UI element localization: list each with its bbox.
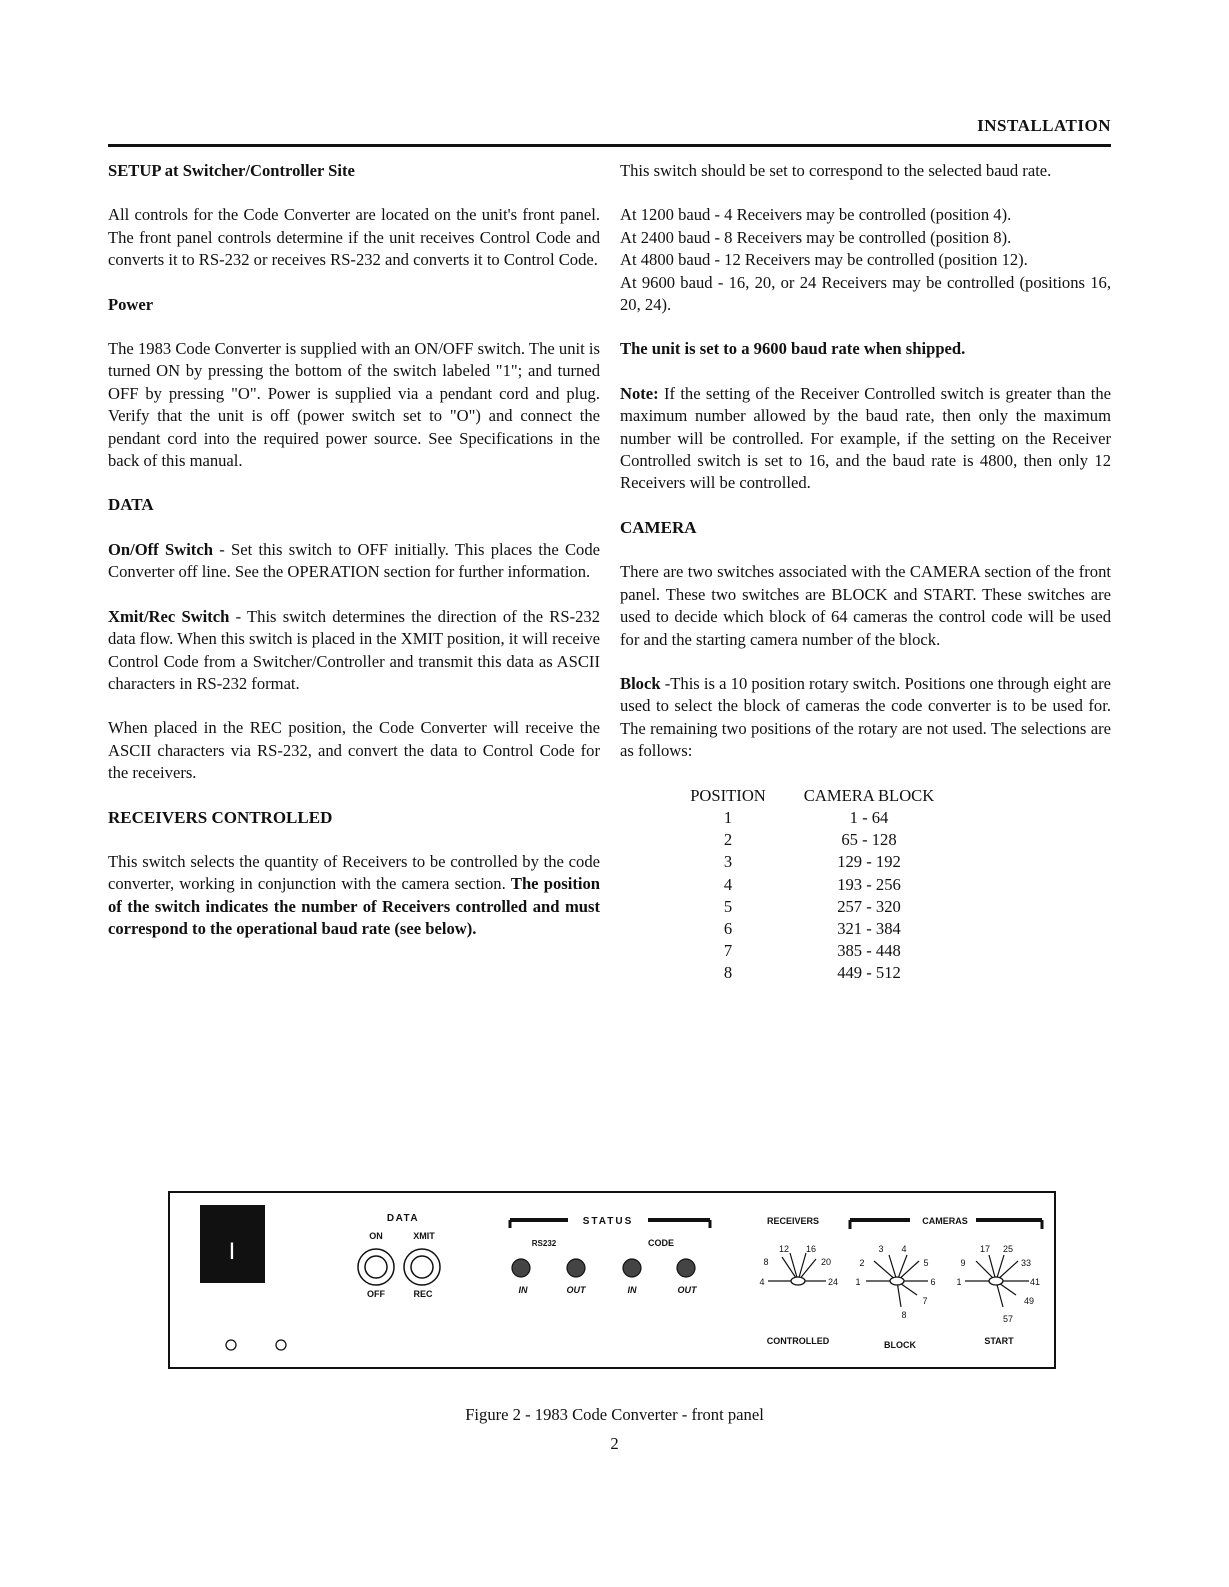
table-cell: 257 - 320: [837, 896, 901, 916]
out-label: OUT: [566, 1285, 586, 1295]
data-heading: DATA: [108, 495, 154, 515]
dial-number: 1: [855, 1277, 861, 1287]
start-dial[interactable]: [965, 1255, 1032, 1307]
table-row: [682, 874, 964, 896]
table-row: [682, 896, 964, 918]
camera-block-table: [682, 785, 964, 985]
table-cell: 321 - 384: [837, 918, 901, 938]
baud-line: At 2400 baud - 8 Receivers may be controlled (position 8).: [620, 227, 1012, 247]
off-label: OFF: [367, 1289, 385, 1299]
table-row: [682, 807, 964, 829]
dial-number: 4: [759, 1277, 765, 1287]
xmit-paragraph: [108, 606, 600, 696]
table-row: [682, 962, 964, 984]
table-cell: 65 - 128: [841, 830, 897, 850]
xmit-label: Xmit/Rec Switch: [108, 606, 230, 626]
dial-number: 20: [820, 1257, 832, 1267]
controlled-label: CONTROLLED: [766, 1336, 830, 1346]
rec-paragraph: When placed in the REC position, the Code Converter will receive the ASCII characters via RS-232, and convert the data to Control Code for the receivers.: [108, 718, 600, 783]
camera-heading: CAMERA: [620, 517, 697, 537]
dial-number: 2: [859, 1258, 865, 1268]
table-cell: 4: [723, 874, 733, 894]
table-cell: 2: [723, 830, 733, 850]
baud-list: [620, 204, 1111, 316]
out-label: OUT: [677, 1285, 697, 1295]
onoff-label: On/Off Switch: [108, 539, 213, 559]
block-paragraph: [620, 673, 1111, 763]
receivers-heading: RECEIVERS CONTROLLED: [108, 807, 333, 827]
dial-number: 33: [1020, 1258, 1032, 1268]
camera-paragraph: There are two switches associated with the CAMERA section of the front panel. These two switches are BLOCK and START. These switches are used to decide which block of 64 cameras the control code will be used for and the starting camera number of the block.: [620, 562, 1111, 649]
power-paragraph: The 1983 Code Converter is supplied with an ON/OFF switch. The unit is turned ON by pressing the bottom of the switch labeled "1"; and turned OFF by pressing "O". Power is supplied via a pendant cord and plug. Verify that the unit is off (power switch set to "O") and connect the pendant cord into the required power source. See Specifications in the back of this manual.: [108, 339, 600, 471]
dial-number: 25: [1002, 1244, 1014, 1254]
table-cell: 1: [723, 807, 733, 827]
shipped-note: [620, 338, 1111, 360]
dial-number: 12: [778, 1244, 790, 1254]
table-cell: 7: [723, 941, 733, 961]
page-number: 2: [610, 1434, 619, 1453]
receivers-text: This switch selects the quantity of Receivers to be controlled by the code converter, working in conjunction with the camera section.: [108, 851, 600, 894]
dial-number: 9: [960, 1258, 966, 1268]
left-column: [108, 160, 600, 963]
indicator-lamp: [226, 1340, 236, 1350]
note-text: If the setting of the Receiver Controlled switch is greater than the maximum number allowed by the baud rate, then only the maximum number will be controlled. For example, if the setting on the Receiver Controlled switch is set to 16, and the baud rate is 4800, then only 12 Receivers will be controlled.: [620, 383, 1111, 493]
onoff-text: - Set this switch to OFF initially. This places the Code Converter off line. See the OPERATION section for further information.: [108, 539, 601, 582]
right-column: [620, 160, 1111, 985]
receivers-label: RECEIVERS: [766, 1216, 820, 1226]
header-rule: [108, 144, 1111, 147]
indicator-lamp: [276, 1340, 286, 1350]
onoff-switch[interactable]: [358, 1249, 394, 1285]
table-cell: 1 - 64: [849, 807, 889, 827]
dial-number: 17: [979, 1244, 991, 1254]
block-text: -This is a 10 position rotary switch. Positions one through eight are used to select the block of cameras the code converter is to be used for. The remaining two positions of the rotary are not used. The selections are as follows:: [620, 673, 1111, 761]
note-paragraph: [620, 383, 1111, 495]
in-label: IN: [518, 1285, 528, 1295]
dial-number: 41: [1029, 1277, 1041, 1287]
start-label: START: [984, 1336, 1014, 1346]
dial-number: 7: [922, 1296, 928, 1306]
block-label: Block: [620, 673, 661, 693]
shipped-note-text: The unit is set to a 9600 baud rate when shipped.: [620, 339, 966, 359]
power-heading: Power: [108, 294, 154, 314]
table-cell: 8: [723, 963, 733, 983]
table-header: CAMERA BLOCK: [803, 785, 935, 805]
table-row: [682, 940, 964, 962]
setup-paragraph: All controls for the Code Converter are located on the unit's front panel. The front panel controls determine if the unit receives Control Code and converts it to RS-232 or receives RS-232 and converts it to Control Code.: [108, 205, 600, 270]
rs232-in-led: [512, 1259, 530, 1277]
cameras-label: CAMERAS: [922, 1216, 968, 1226]
receivers-controlled-dial[interactable]: [768, 1253, 826, 1285]
dial-number: 57: [1002, 1314, 1014, 1324]
dial-number: 16: [805, 1244, 817, 1254]
xmit-label: XMIT: [413, 1231, 435, 1241]
table-header-row: [682, 785, 964, 807]
table-cell: 3: [723, 852, 733, 872]
note-label: Note:: [620, 383, 659, 403]
dial-number: 3: [878, 1244, 884, 1254]
table-row: [682, 851, 964, 873]
table-cell: 6: [723, 918, 733, 938]
table-cell: 129 - 192: [837, 852, 901, 872]
xmit-rec-switch[interactable]: [404, 1249, 440, 1285]
receivers-bold-text: The position of the switch indicates the number of Receivers controlled and must correspond to the operational baud rate (see below).: [108, 874, 600, 939]
setup-heading: SETUP at Switcher/Controller Site: [108, 161, 355, 180]
dial-number: 1: [956, 1277, 962, 1287]
block-label: BLOCK: [884, 1340, 916, 1350]
figure-caption: Figure 2 - 1983 Code Converter - front panel: [465, 1405, 764, 1424]
code-in-led: [623, 1259, 641, 1277]
status-label: STATUS: [582, 1216, 634, 1227]
baud-line: At 1200 baud - 4 Receivers may be controlled (position 4).: [620, 205, 1012, 225]
dial-number: 8: [901, 1310, 907, 1320]
table-row: [682, 918, 964, 940]
front-panel-diagram: [168, 1191, 1056, 1369]
dial-number: 5: [923, 1258, 929, 1268]
baud-line: At 4800 baud - 12 Receivers may be controlled (position 12).: [620, 250, 1028, 270]
code-out-led: [677, 1259, 695, 1277]
dial-number: 24: [827, 1277, 839, 1287]
table-cell: 193 - 256: [837, 874, 901, 894]
onoff-paragraph: [108, 539, 600, 584]
dial-number: 8: [763, 1257, 769, 1267]
receivers-paragraph: [108, 851, 600, 941]
power-switch-mark: I: [228, 1238, 236, 1265]
table-header: POSITION: [690, 785, 766, 805]
rs232-out-led: [567, 1259, 585, 1277]
dial-number: 49: [1023, 1296, 1035, 1306]
block-dial[interactable]: [866, 1255, 928, 1307]
table-cell: 5: [723, 896, 733, 916]
dial-number: 4: [901, 1244, 907, 1254]
section-header: INSTALLATION: [977, 116, 1111, 135]
on-label: ON: [369, 1231, 383, 1241]
in-label: IN: [627, 1285, 637, 1295]
code-label: CODE: [647, 1238, 675, 1248]
table-cell: 449 - 512: [837, 963, 901, 983]
rec-label: REC: [413, 1289, 433, 1299]
table-cell: 385 - 448: [837, 941, 901, 961]
baud-intro: This switch should be set to correspond to the selected baud rate.: [620, 161, 1052, 180]
data-label: DATA: [386, 1213, 420, 1224]
table-row: [682, 829, 964, 851]
baud-line: At 9600 baud - 16, 20, or 24 Receivers may be controlled (positions 16, 20, 24).: [620, 272, 1111, 315]
rs232-label: RS232: [531, 1239, 557, 1248]
dial-number: 6: [930, 1277, 936, 1287]
xmit-text: - This switch determines the direction of the RS-232 data flow. When this switch is placed in the XMIT position, it will receive Control Code from a Switcher/Controller and transmit this data as ASCII characters in RS-232 format.: [108, 606, 601, 693]
